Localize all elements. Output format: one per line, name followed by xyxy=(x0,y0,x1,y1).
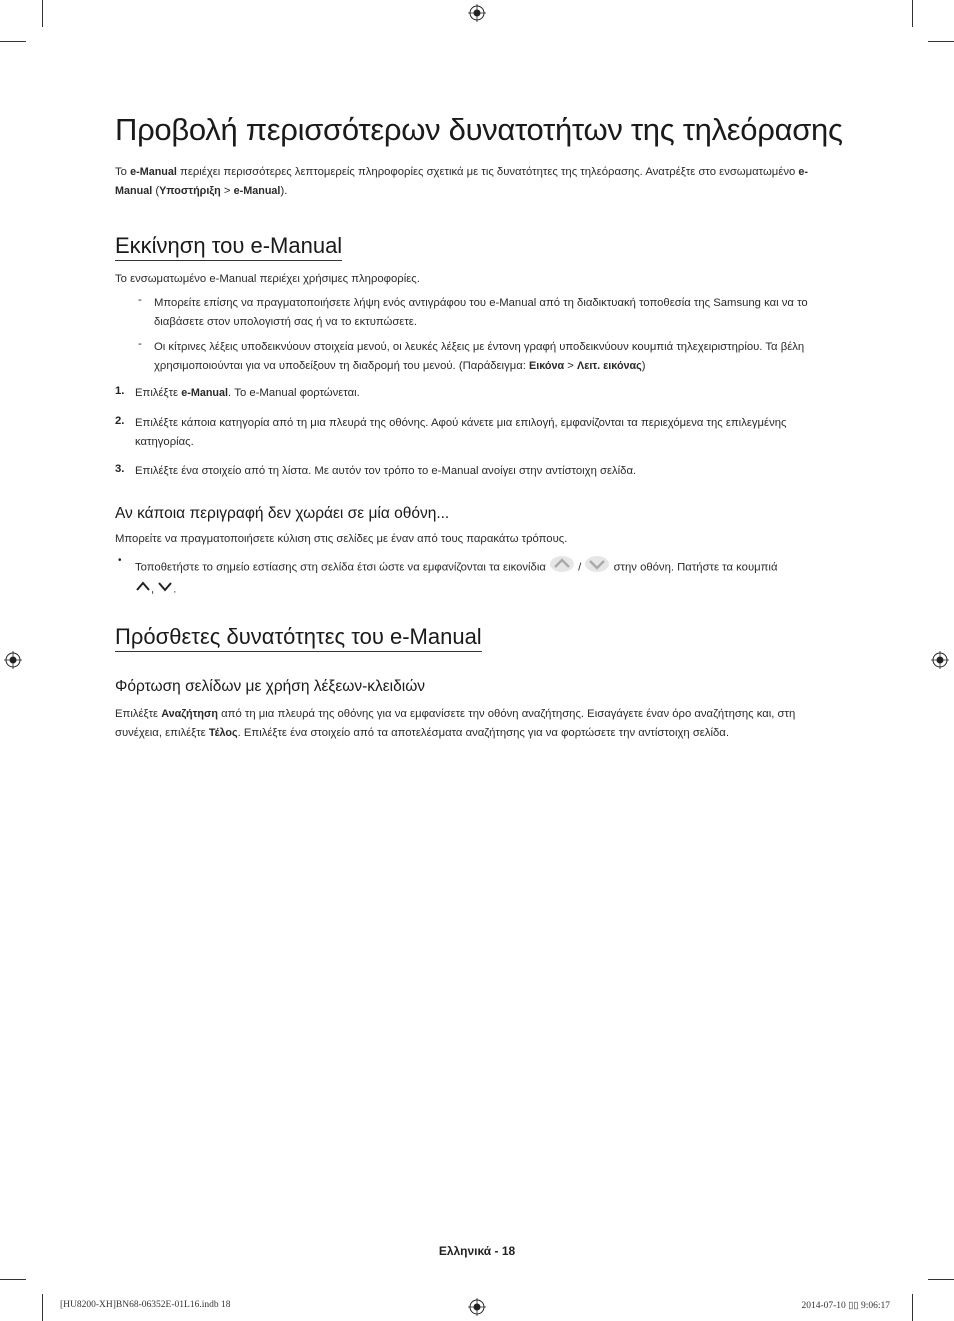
keywords-paragraph xyxy=(115,705,835,743)
crop-mark-bottom-right-v xyxy=(912,1294,913,1321)
crop-mark-top-left-v xyxy=(42,0,43,27)
crop-mark-bottom-right-h xyxy=(928,1279,954,1280)
crop-mark-top-right-h xyxy=(928,41,954,42)
path-separator: > xyxy=(220,185,234,197)
intro-text: ( xyxy=(152,185,160,197)
subsection-heading-scroll: Αν κάποια περιγραφή δεν χωράει σε μία οθόνη... xyxy=(115,505,450,522)
note-colors xyxy=(154,338,840,376)
path-separator: > xyxy=(564,360,578,372)
bullet-text: στην οθόνη. Πατήστε τα κουμπιά xyxy=(613,561,778,574)
crop-mark-bottom-left-v xyxy=(42,1294,43,1321)
registration-mark-icon xyxy=(468,1298,486,1316)
bold-term: e-Manual xyxy=(115,166,809,197)
scroll-down-icon xyxy=(584,555,610,580)
step-1 xyxy=(135,384,840,403)
note-dash: - xyxy=(138,294,142,306)
body-text: . Επιλέξτε ένα στοιχείο από τα αποτελέσματα αναζήτησης για να φορτώσετε την αντίστοιχη σελίδα. xyxy=(237,727,729,739)
registration-mark-icon xyxy=(468,4,486,22)
menu-item-picture-mode: Λειτ. εικόνας xyxy=(577,360,642,372)
registration-mark-icon xyxy=(4,651,22,669)
intro-paragraph xyxy=(115,163,835,201)
step-3: Επιλέξτε ένα στοιχείο από τη λίστα. Με αυτόν τον τρόπο το e-Manual ανοίγει στην αντίστοιχη σελίδα. xyxy=(135,465,637,477)
menu-item-search: Αναζήτηση xyxy=(161,708,218,720)
chevron-down-icon xyxy=(157,580,173,599)
note-dash: - xyxy=(138,338,142,350)
step-number: 2. xyxy=(115,415,125,427)
menu-item-support: Υποστήριξη xyxy=(159,185,221,197)
bold-term: e-Manual xyxy=(233,185,281,197)
footer-file-info: [HU8200-XH]BN68-06352E-01L16.indb 18 xyxy=(60,1300,231,1310)
bullet-mark: • xyxy=(118,555,122,566)
button-done: Τέλος xyxy=(208,727,238,739)
note-text: ) xyxy=(641,360,646,372)
footer-timestamp: 2014-07-10 ▯▯ 9:06:17 xyxy=(801,1301,890,1311)
crop-mark-top-right-v xyxy=(912,0,913,27)
crop-mark-bottom-left-h xyxy=(0,1279,26,1280)
step-number: 3. xyxy=(115,463,125,475)
section-heading-start-emanual: Εκκίνηση του e-Manual xyxy=(115,233,342,261)
menu-item-picture: Εικόνα xyxy=(529,360,565,372)
body-text: από τη μια πλευρά της οθόνης για να εμφανίσετε την οθόνη αναζήτησης. Εισαγάγετε έναν όρο αναζήτησης και, στη συνέχεια, επιλέξτε xyxy=(115,708,796,739)
step-text: . Το e-Manual φορτώνεται. xyxy=(228,387,360,399)
step-2: Επιλέξτε κάποια κατηγορία από τη μια πλευρά της οθόνης. Αφού κάνετε μια επιλογή, εμφανίζονται τα περιεχόμενα της επιλεγμένης κατηγορίας. xyxy=(135,417,787,448)
bullet-text: . xyxy=(173,583,177,596)
subsection-heading-keywords: Φόρτωση σελίδων με χρήση λέξεων-κλειδιών xyxy=(115,678,426,695)
step-number: 1. xyxy=(115,385,125,397)
section1-lead: Το ενσωματωμένο e-Manual περιέχει χρήσιμες πληροφορίες. xyxy=(115,273,420,285)
crop-mark-top-left-h xyxy=(0,41,26,42)
bold-term: e-Manual xyxy=(181,387,229,399)
bullet-text: Τοποθετήστε το σημείο εστίασης στη σελίδα έτσι ώστε να εμφανίζονται τα εικονίδια xyxy=(135,561,546,574)
intro-text: Το xyxy=(115,166,131,178)
section-heading-additional-features: Πρόσθετες δυνατότητες του e-Manual xyxy=(115,624,482,652)
bullet-text: , xyxy=(151,583,155,596)
page-title: Προβολή περισσότερων δυνατοτήτων της τηλεόρασης xyxy=(115,112,843,147)
note-download: Μπορείτε επίσης να πραγματοποιήσετε λήψη ενός αντιγράφου του e-Manual από τη διαδικτυακή τοποθεσία της Samsung και να το διαβάσετε στον υπολογιστή σας ή να το εκτυπώσετε. xyxy=(154,297,808,328)
intro-text: ). xyxy=(280,185,288,197)
page-number: Ελληνικά - 18 xyxy=(438,1244,516,1258)
intro-text: περιέχει περισσότερες λεπτομερείς πληροφορίες σχετικά με τις δυνατότητες της τηλεόρασης. Ανατρέξτε στο ενσωματωμένο xyxy=(176,166,799,178)
bullet-scroll xyxy=(135,555,840,599)
registration-mark-icon xyxy=(931,651,949,669)
body-text: Επιλέξτε xyxy=(115,708,162,720)
scroll-up-icon xyxy=(549,555,575,580)
step-text: Επιλέξτε xyxy=(135,387,182,399)
bold-term: e-Manual xyxy=(130,166,177,178)
note-text: Οι κίτρινες λέξεις υποδεικνύουν στοιχεία μενού, οι λευκές λέξεις με έντονη γραφή υποδεικνύουν κουμπιά τηλεχειριστηρίου. Τα βέλη χρησιμοποιούνται για να υποδείξουν τη διαδρομή του μενού. (Παράδειγμα: xyxy=(154,341,805,372)
subsection1-lead: Μπορείτε να πραγματοποιήσετε κύλιση στις σελίδες με έναν από τους παρακάτω τρόπους. xyxy=(115,533,568,545)
bullet-text: / xyxy=(578,561,582,574)
chevron-up-icon xyxy=(135,580,151,599)
